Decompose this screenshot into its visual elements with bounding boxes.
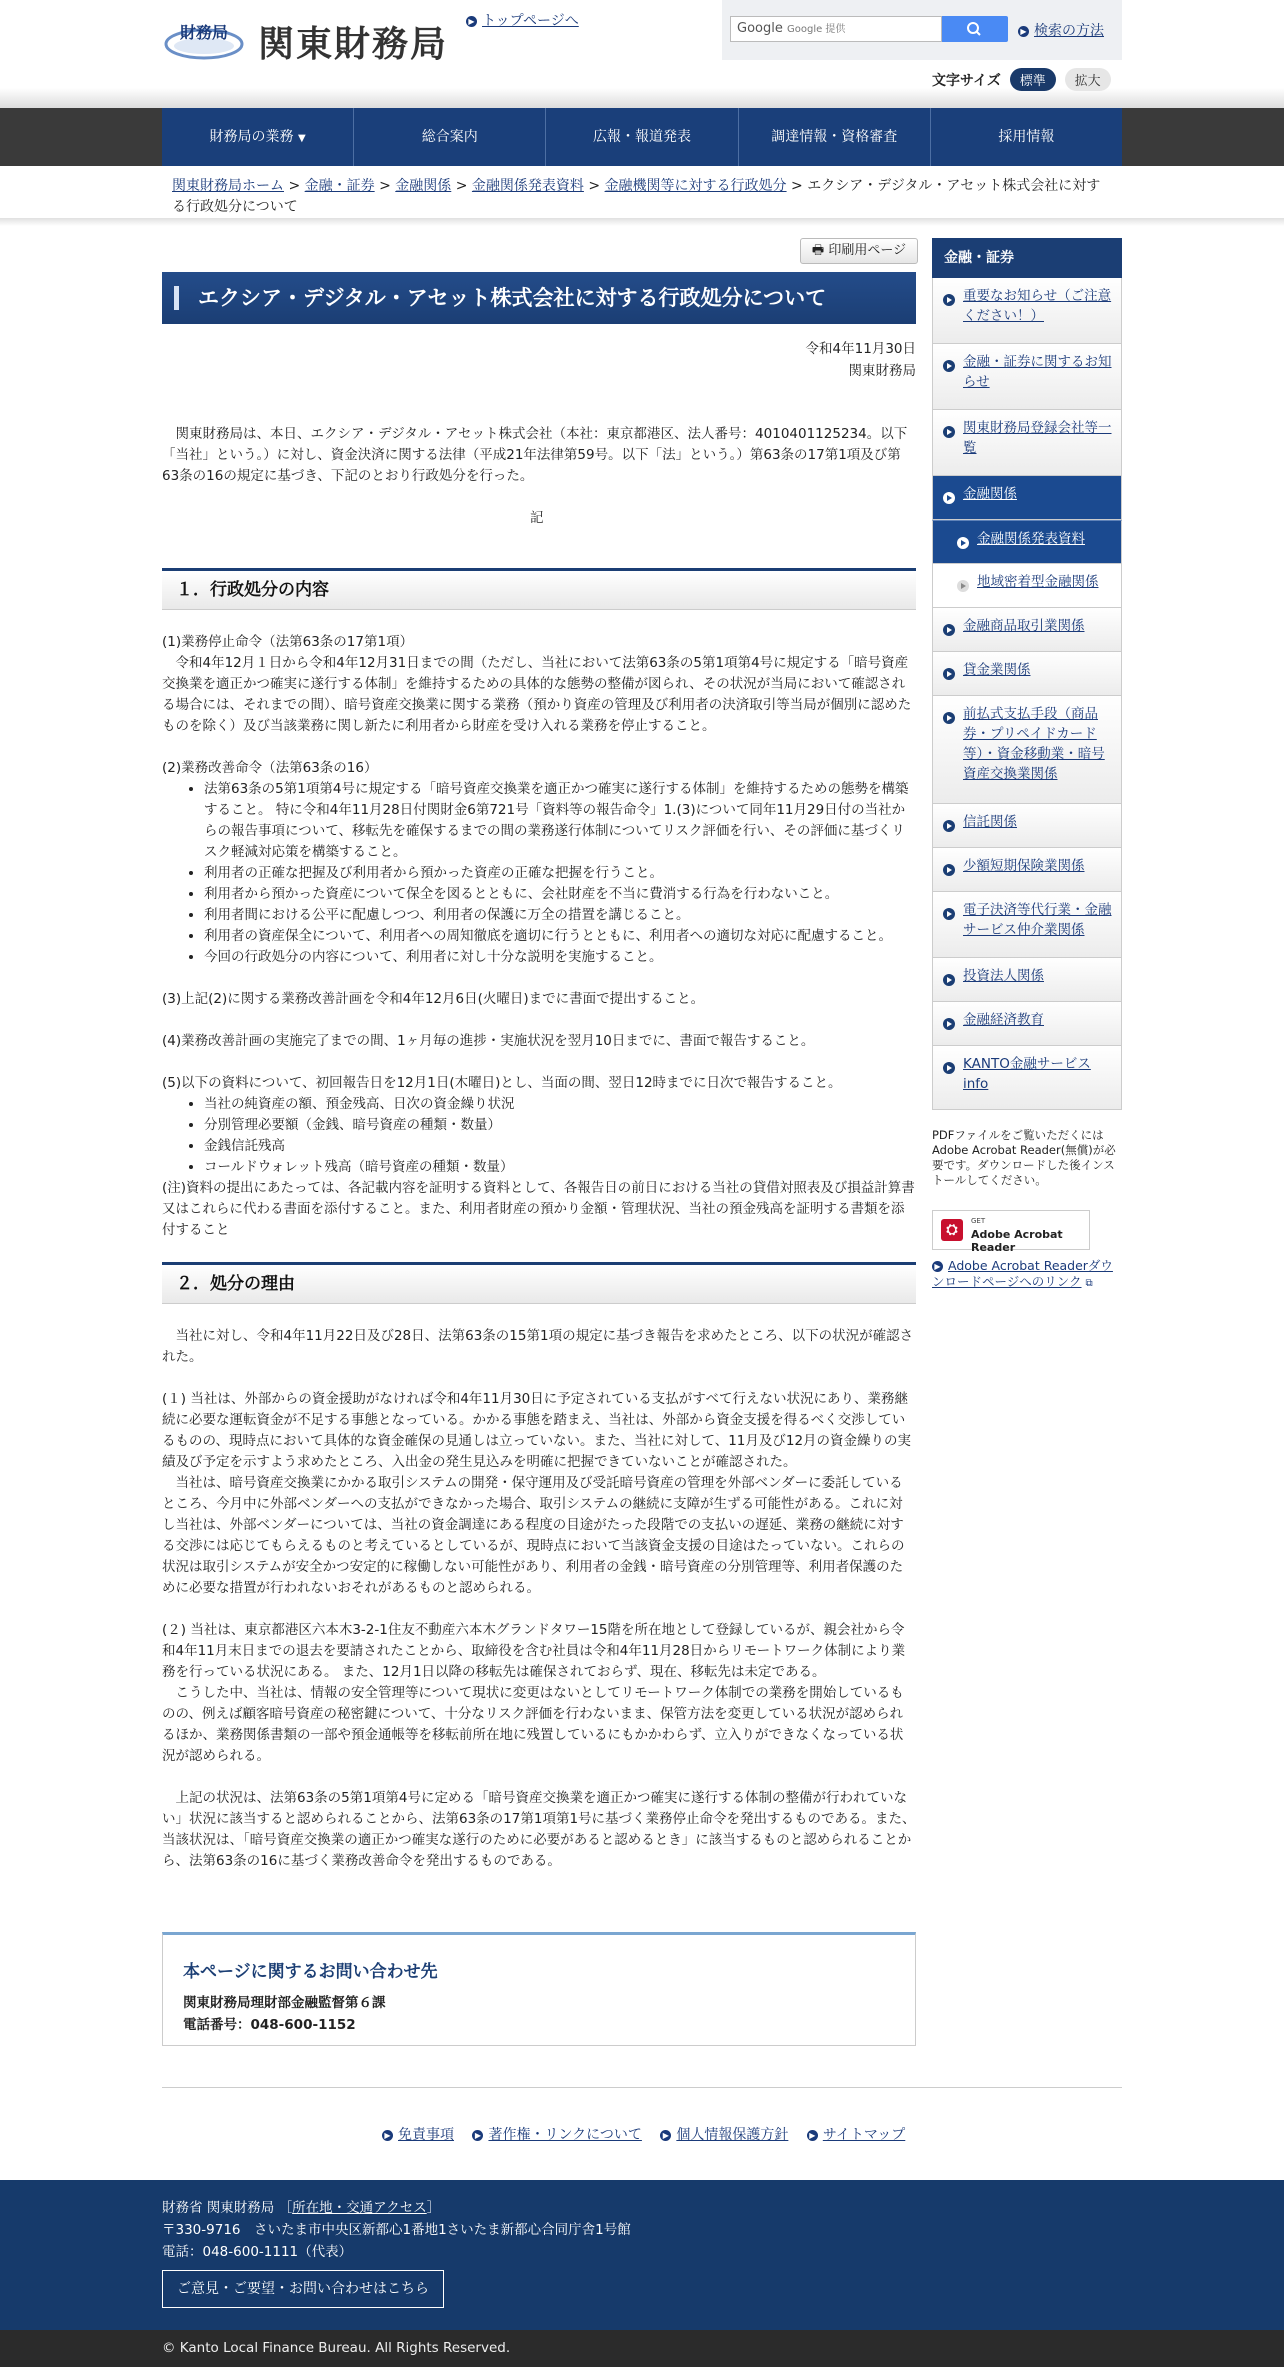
page-title: エクシア・デジタル・アセット株式会社に対する行政処分について [162, 272, 916, 324]
breadcrumb-finance[interactable]: 金融・証券 [304, 178, 375, 194]
sidebar-item-finance-notices[interactable] [932, 344, 1122, 410]
adobe-download-link-text[interactable]: Adobe Acrobat Readerダウンロードページへのリンク [932, 1258, 1113, 1289]
s1-p1-title: (1)業務停止命令（法第63条の17第1項） [162, 634, 414, 650]
arrow-circle-icon [943, 974, 955, 986]
arrow-circle-icon [943, 492, 955, 504]
sidebar-item-label[interactable]: 地域密着型金融関係 [977, 574, 1099, 590]
arrow-circle-icon: ▶ [472, 2130, 483, 2141]
sidebar-item-label[interactable]: 金融経済教育 [963, 1012, 1044, 1028]
arrow-circle-icon [943, 820, 955, 832]
list-item: • 利用者の正確な把握及び利用者から預かった資産の正確な把握を行うこと。 [204, 863, 916, 884]
s1-p5-list [162, 1094, 916, 1178]
sidebar-item-label[interactable]: KANTO金融サービスinfo [963, 1056, 1091, 1092]
opinion-button[interactable]: ご意見・ご要望・お問い合わせはこちら [162, 2270, 444, 2308]
gnav-recruitment[interactable]: 採用情報 [998, 129, 1055, 145]
footer-address: 〒330-9716 さいたま市中央区新都心1番地1さいたま新都心合同庁舎1号館 [162, 2222, 631, 2238]
list-item: • 利用者間における公平に配慮しつつ、利用者の保護に万全の措置を講じること。 [204, 905, 916, 926]
sidebar-item-trust[interactable] [932, 804, 1122, 848]
issuer: 関東財務局 [848, 363, 916, 379]
bureau-emblem-icon[interactable] [162, 16, 246, 62]
footer-link-disclaimer[interactable]: 免責事項 [398, 2127, 454, 2143]
sidebar-item-finance-releases[interactable] [932, 520, 1122, 564]
gnav-procurement[interactable]: 調達情報・資格審査 [739, 108, 931, 166]
s1-p5-note: (注)資料の提出にあたっては、各記載内容を証明する資料として、各報告日の前日における当社の貸借対照表及び損益計算書又はこれらに代わる書面を添付すること。また、利用者財産の預かり金額・管理状況、当社の預金残高を証明する書類を添付すること [162, 1180, 915, 1238]
arrow-circle-icon: ▶ [382, 2130, 393, 2141]
list-item: • 当社の純資産の額、預金残高、日次の資金繰り状況 [204, 1094, 916, 1115]
footer-access-link[interactable]: 所在地・交通アクセス [292, 2200, 427, 2216]
footer-org-name: 財務省 関東財務局 [162, 2200, 275, 2216]
copyright: © Kanto Local Finance Bureau. All Rights Reserved. [162, 2340, 511, 2356]
arrow-circle-icon [943, 864, 955, 876]
s1-p5-title: (5)以下の資料について、初回報告日を12月1日(木曜日)とし、当面の間、翌日12時までに日次で報告すること。 [162, 1075, 842, 1091]
breadcrumb-current: エクシア・デジタル・アセット株式会社に対する行政処分について [172, 178, 1101, 215]
print-label: 印刷用ページ [828, 243, 907, 258]
intro-paragraph: 関東財務局は、本日、エクシア・デジタル・アセット株式会社（本社：東京都港区、法人番号：4010401125234。以下「当社」という。）に対し、資金決済に関する法律（平成21年法律第59号。以下「法」という。）第63条の17第1項及び第63条の16の規定に基づき、下記のとおり行政処分を行った。 [162, 426, 908, 484]
search-method-text[interactable]: 検索の方法 [1034, 23, 1104, 39]
search-input[interactable] [730, 16, 942, 42]
adobe-reader-badge[interactable] [932, 1210, 1090, 1254]
sidebar-item-regional-finance[interactable] [932, 564, 1122, 608]
arrow-circle-icon [957, 580, 969, 592]
arrow-circle-icon [957, 537, 969, 549]
search-icon [942, 16, 1008, 42]
arrow-circle-icon [943, 712, 955, 724]
footer-tel: 電話：048-600-1111（代表） [162, 2244, 353, 2260]
sidebar-item-label[interactable]: 前払式支払手段（商品券・プリペイドカード等）・資金移動業・暗号資産交換業関係 [963, 706, 1105, 782]
footer-org: 財務省 関東財務局 ［所在地・交通アクセス］ [162, 2200, 441, 2216]
sidebar-item-label[interactable]: 金融関係発表資料 [977, 531, 1085, 547]
date-block [620, 338, 916, 382]
sidebar-item-prepaid-crypto[interactable] [932, 696, 1122, 804]
list-item: • コールドウォレット残高（暗号資産の種類・数量） [204, 1157, 916, 1178]
sidebar-item-label[interactable]: 投資法人関係 [963, 968, 1044, 984]
top-page-link[interactable] [466, 10, 579, 30]
s1-p2-list [162, 779, 916, 968]
arrow-circle-icon [943, 668, 955, 680]
site-name[interactable]: 関東財務局 [258, 23, 449, 65]
section2-heading: ２．処分の理由 [162, 1262, 916, 1304]
publish-date: 令和4年11月30日 [805, 341, 916, 357]
adobe-download-link[interactable] [932, 1258, 1122, 1292]
contact-box [162, 1932, 916, 2046]
site-footer [0, 2180, 1284, 2330]
s1-p2-title: (2)業務改善命令（法第63条の16） [162, 760, 378, 776]
sidebar-item-label[interactable]: 金融関係 [963, 486, 1017, 502]
sidebar-item-electronic-payment[interactable] [932, 892, 1122, 958]
header-divider [0, 88, 1284, 108]
sidebar-item-kanto-info[interactable] [932, 1046, 1122, 1110]
arrow-circle-icon: ▶ [466, 16, 477, 27]
top-page-link-text[interactable]: トップページへ [482, 13, 579, 29]
font-size-standard-button[interactable]: 標準 [1010, 68, 1056, 91]
s2-p3: 上記の状況は、法第63条の5第1項第4号に定める「暗号資産交換業を適正かつ確実に遂行する体制の整備が行われていない」状況に該当すると認められることから、法第63条の17第1項第1号に基づく業務停止命令を発出するものである。また、当該状況は、「暗号資産交換業の適正かつ確実な遂行のために必要があると認めるとき」に該当するものと認められることから、法第63条の16に基づく業務改善命令を発出するものである。 [162, 1790, 916, 1869]
sidebar-item-small-insurance[interactable] [932, 848, 1122, 892]
list-item: • 法第63条の5第1項第4号に規定する「暗号資産交換業を適正かつ確実に遂行する体制」を維持するための態勢を構築すること。 特に令和4年11月28日付関財金6第721号「資料等の報告命令」1.(3)について同年11月29日付の当社からの報告事項について、移転先を確保するまでの間の業務遂行体制についてリスク評価を行い、その評価に基づくリスク軽減対応策を構築すること。 [204, 779, 916, 863]
printer-icon: 🖶 [811, 243, 829, 258]
sidebar-item-label[interactable]: 電子決済等代行業・金融サービス仲介業関係 [963, 902, 1112, 938]
breadcrumb-releases[interactable]: 金融関係発表資料 [471, 178, 584, 194]
s2-p1b: 当社は、暗号資産交換業にかかる取引システムの開発・保守運用及び受託暗号資産の管理を外部ベンダーに委託しているところ、今月中に外部ベンダーへの支払ができなかった場合、取引システムの継続に支障が生ずる可能性がある。これに対し当社は、外部ベンダーについては、当社の資金調達にある程度の目途がたった段階での支払いの遅延、業務の継続に対する交渉には応じてもらえるものと考えているとしているが、現時点において当該資金支援の目途はたっていない。これらの状況は取引システムが安全かつ安定的に稼働しない可能性があり、利用者の金銭・暗号資産の分別管理等、利用者保護のために必要な措置が行われないおそれがあるものと認められる。 [162, 1475, 905, 1596]
sidebar-item-money-lending[interactable] [932, 652, 1122, 696]
sidebar-item-financial-education[interactable] [932, 1002, 1122, 1046]
s1-p1-body: 令和4年12月１日から令和4年12月31日までの間（ただし、当社において法第63条の5第1項第4号に規定する「暗号資産交換業を適正かつ確実に遂行する体制」を維持するための具体的な態勢の整備が図られ、その状況が当局において確認される場合には、それまでの間）、暗号資産交換業に関する業務（預かり資産の管理及び利用者の決済取引等当局が個別に認めたものを除く）及び当該業務に関し新たに利用者から財産を受け入れる業務を停止すること。 [162, 655, 912, 734]
footer-links [382, 2124, 919, 2144]
sidebar-item-important-notice[interactable] [932, 278, 1122, 344]
search-button[interactable] [942, 16, 1008, 42]
list-item: • 利用者から預かった資産について保全を図るとともに、会社財産を不当に費消する行為を行わないこと。 [204, 884, 916, 905]
list-item: • 金銭信託残高 [204, 1136, 916, 1157]
gnav-press[interactable]: 広報・報道発表 [546, 108, 738, 166]
sidebar-item-label[interactable]: 信託関係 [963, 814, 1017, 830]
footer-link-sitemap[interactable]: サイトマップ [822, 2127, 906, 2143]
s2-p2: (２) 当社は、東京都港区六本木3-2-1住友不動産六本木グランドタワー15階を所在地として登録しているが、親会社から令和4年11月末日までの退去を要請されたことから、取締役を含む社員は令和4年11月28日からリモートワーク体制により業務を行っている状況にある。 また、12月1日以降の移転先は確保されておらず、現在、移転先は未定である。 [162, 1622, 906, 1680]
global-nav [162, 108, 1122, 166]
arrow-circle-icon [943, 294, 955, 306]
contact-org: 関東財務局理財部金融監督第６課 [183, 1995, 386, 2011]
badge-get: GET [971, 1217, 986, 1225]
google-brand: Google [737, 21, 787, 36]
breadcrumb-admin-actions[interactable]: 金融機関等に対する行政処分 [604, 178, 787, 194]
breadcrumb-home[interactable]: 関東財務局ホーム [172, 178, 284, 194]
font-size-label: 文字サイズ [932, 73, 1001, 89]
sidebar-item-investment-corp[interactable] [932, 958, 1122, 1002]
arrow-circle-icon [943, 624, 955, 636]
arrow-circle-icon [943, 426, 955, 438]
gnav-general-info[interactable]: 総合案内 [354, 108, 546, 166]
footer-link-privacy[interactable]: 個人情報保護方針 [676, 2127, 789, 2143]
ki-label: 記 [530, 510, 544, 526]
section2-content [162, 1326, 916, 1872]
footer-divider [162, 2087, 1122, 2088]
footer-link-copyright[interactable]: 著作権・リンクについて [488, 2127, 642, 2143]
pdf-note: PDFファイルをご覧いただくにはAdobe Acrobat Reader(無償)が必要です。ダウンロードした後インストールしてください。 [932, 1128, 1116, 1187]
section1-heading: １．行政処分の内容 [162, 568, 916, 610]
sidebar-item-label[interactable]: 貸金業関係 [963, 662, 1031, 678]
list-item: • 利用者の資産保全について、利用者への周知徹底を適切に行うとともに、利用者への適切な対応に配慮すること。 [204, 926, 916, 947]
s2-p1: (１) 当社は、外部からの資金援助がなければ令和4年11月30日に予定されている支払がすべて行えない状況にあり、業務継続に必要な運転資金が不足する事態となっている。かかる事態を踏まえ、当社は、外部から資金支援を得るべく交渉しているものの、現時点において具体的な資金確保の見通しは立っていない。また、当社に対して、11月及び12月の資金繰りの実績及び予定を示すよう求めたところ、入出金の発生見込みを明確に把握できていないことが確認された。 [162, 1391, 912, 1470]
sidebar-item-label[interactable]: 金融商品取引業関係 [963, 618, 1085, 634]
arrow-circle-icon: ▶ [1018, 26, 1029, 37]
s2-p2b: こうした中、当社は、情報の安全管理等について現状に変更はないとしてリモートワーク体制での業務を開始しているものの、例えば顧客暗号資産の秘密鍵について、十分なリスク評価を行わないまま、保管方法を変更している状況が認められるほか、業務関係書類の一部や預金通帳等を移転前所在地に残置しているにもかかわらず、立入りができなくなっている状況が認められる。 [162, 1685, 904, 1764]
breadcrumb-shadow [0, 218, 1284, 226]
arrow-circle-icon [943, 1018, 955, 1030]
sidebar-item-securities-business[interactable] [932, 608, 1122, 652]
breadcrumb-finance-related[interactable]: 金融関係 [395, 178, 452, 194]
arrow-circle-icon [943, 1062, 955, 1074]
sidebar-item-label[interactable]: 重要なお知らせ（ご注意ください！） [963, 288, 1112, 324]
external-link-icon: ⧉ [1085, 1278, 1093, 1289]
arrow-circle-icon [943, 360, 955, 372]
font-size-switcher [932, 68, 1111, 91]
breadcrumb: 関東財務局ホーム > 金融・証券 > 金融関係 > 金融関係発表資料 > 金融機関等に対する行政処分 > エクシア・デジタル・アセット株式会社に対する行政処分について [172, 178, 1101, 215]
sidebar-item-registered-companies[interactable] [932, 410, 1122, 476]
gnav-label: 財務局の業務 [209, 129, 294, 145]
sidebar-item-finance-related[interactable] [932, 476, 1122, 520]
search-placeholder: Google 提供 [786, 24, 846, 35]
sidebar-heading: 金融・証券 [932, 238, 1122, 278]
search-method-link[interactable] [1018, 20, 1104, 40]
font-size-large-button[interactable]: 拡大 [1065, 68, 1111, 91]
sidebar-item-label[interactable]: 少額短期保険業関係 [963, 858, 1085, 874]
sidebar-item-label[interactable]: 金融・証券に関するお知らせ [963, 354, 1112, 390]
contact-title: 本ページに関するお問い合わせ先 [183, 1962, 438, 1982]
arrow-circle-icon: ▶ [932, 1261, 943, 1272]
chevron-down-icon: ▼ [297, 133, 306, 144]
contact-tel: 電話番号：048-600-1152 [183, 2017, 356, 2033]
adobe-pdf-icon: ⛭ [941, 1219, 963, 1241]
print-page-button[interactable] [800, 238, 918, 264]
badge-name: Adobe Acrobat Reader [971, 1228, 1063, 1254]
section1-content [162, 632, 916, 1241]
emblem-text: 財務局 [179, 23, 229, 42]
s1-p4: (4)業務改善計画の実施完了までの間、1ヶ月毎の進捗・実施状況を翌月10日までに、書面で報告すること。 [162, 1033, 815, 1049]
s2-p0: 当社に対し、令和4年11月22日及び28日、法第63条の15第1項の規定に基づき報告を求めたところ、以下の状況が確認された。 [162, 1328, 914, 1365]
gnav-bureau-business[interactable] [162, 108, 354, 166]
s1-p3: (3)上記(2)に関する業務改善計画を令和4年12月6日(火曜日)までに書面で提出すること。 [162, 991, 705, 1007]
arrow-circle-icon: ▶ [660, 2130, 671, 2141]
arrow-circle-icon: ▶ [807, 2130, 818, 2141]
arrow-circle-icon [943, 908, 955, 920]
copyright-bar [0, 2330, 1284, 2367]
list-item: • 今回の行政処分の内容について、利用者に対し十分な説明を実施すること。 [204, 947, 916, 968]
sidebar-item-label[interactable]: 関東財務局登録会社等一覧 [963, 420, 1112, 456]
list-item: • 分別管理必要額（金銭、暗号資産の種類・数量） [204, 1115, 916, 1136]
